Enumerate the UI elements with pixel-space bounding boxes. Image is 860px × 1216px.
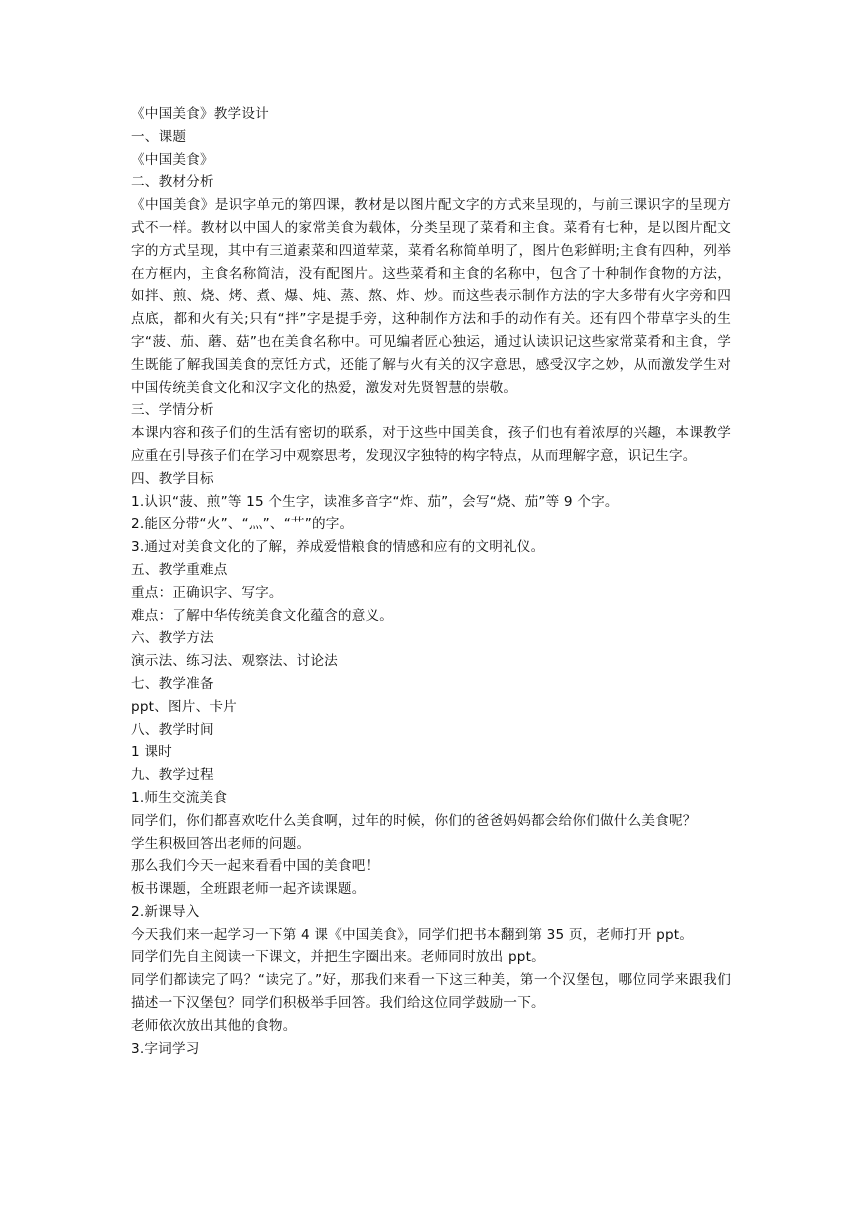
section-heading-process: 九、教学过程 [131, 767, 214, 784]
methods-text: 演示法、练习法、观察法、讨论法 [131, 653, 338, 670]
process-step-2-discussion: 同学们都读完了吗？“读完了。”好，那我们来看一下这三种美，第一个汉堡包，哪位同学来跟我们描述一下汉堡包？同学们积极举手回答。我们给这位同学鼓励一下。 [131, 972, 731, 1012]
difficult-point-text: 难点：了解中华传统美食文化蕴含的意义。 [131, 607, 394, 624]
process-step-3-heading: 3.字词学习 [131, 1040, 200, 1057]
process-step-2-intro: 今天我们来一起学习一下第 4 课《中国美食》，同学们把书本翻到第 35 页，老师打开 ppt。 [131, 926, 694, 943]
goal-item-3: 3.通过对美食文化的了解，养成爱惜粮食的情感和应有的文明礼仪。 [131, 539, 545, 556]
preparation-text: ppt、图片、卡片 [131, 698, 237, 715]
process-step-2-more-food: 老师依次放出其他的食物。 [131, 1017, 297, 1034]
section-heading-key-points: 五、教学重难点 [131, 561, 228, 578]
process-step-2-reading: 同学们先自主阅读一下课文，并把生字圈出来。老师同时放出 ppt。 [131, 949, 545, 966]
section-heading-student-analysis: 三、学情分析 [131, 402, 214, 419]
process-step-1-board: 板书课题，全班跟老师一起齐读课题。 [131, 881, 366, 898]
process-step-1-response: 学生积极回答出老师的问题。 [131, 835, 311, 852]
key-point-text: 重点：正确识字、写字。 [131, 584, 283, 601]
process-step-1-question: 同学们，你们都喜欢吃什么美食啊，过年的时候，你们的爸爸妈妈都会给你们做什么美食呢？ [131, 812, 697, 829]
section-heading-methods: 六、教学方法 [131, 630, 214, 647]
section-heading-topic: 一、课题 [131, 128, 187, 145]
goal-item-2: 2.能区分带“火”、“灬”、“艹”的字。 [131, 516, 354, 533]
time-text: 1 课时 [131, 744, 172, 761]
section-heading-textbook-analysis: 二、教材分析 [131, 174, 214, 191]
section-heading-teaching-goals: 四、教学目标 [131, 470, 214, 487]
topic-text: 《中国美食》 [131, 151, 214, 168]
process-step-1-transition: 那么我们今天一起来看看中国的美食吧！ [131, 858, 380, 875]
document-title: 《中国美食》教学设计 [131, 106, 269, 122]
section-heading-preparation: 七、教学准备 [131, 675, 214, 692]
document-body [131, 103, 731, 1060]
textbook-analysis-paragraph: 《中国美食》是识字单元的第四课，教材是以图片配文字的方式来呈现的，与前三课识字的呈现方式不一样。教材以中国人的家常美食为载体，分类呈现了菜肴和主食。菜肴有七种，是以图片配文字的方式呈现，其中有三道素菜和四道荤菜，菜肴名称简单明了，图片色彩鲜明;主食有四种，列举在方框内，主食名称简洁，没有配图片。这些菜肴和主食的名称中，包含了十种制作食物的方法，如拌、煎、烧、烤、煮、爆、炖、蒸、熬、炸、炒。而这些表示制作方法的字大多带有火字旁和四点底，都和火有关;只有“拌”字是提手旁，这种制作方法和手的动作有关。还有四个带草字头的生字“菠、茄、蘑、菇”也在美食名称中。可见编者匠心独运，通过认读识记这些家常菜肴和主食，学生既能了解我国美食的烹饪方式，还能了解与火有关的汉字意思，感受汉字之妙，从而激发学生对中国传统美食文化和汉字文化的热爱，激发对先贤智慧的崇敬。 [131, 197, 731, 396]
goal-item-1: 1.认识“菠、煎”等 15 个生字，读准多音字“炸、茄”，会写“烧、茄”等 9 个字。 [131, 493, 619, 510]
section-heading-time: 八、教学时间 [131, 721, 214, 738]
process-step-2-heading: 2.新课导入 [131, 903, 200, 920]
student-analysis-paragraph: 本课内容和孩子们的生活有密切的联系，对于这些中国美食，孩子们也有着浓厚的兴趣，本课教学应重在引导孩子们在学习中观察思考，发现汉字独特的构字特点，从而理解字意，识记生字。 [131, 425, 731, 464]
process-step-1-heading: 1.师生交流美食 [131, 789, 228, 806]
